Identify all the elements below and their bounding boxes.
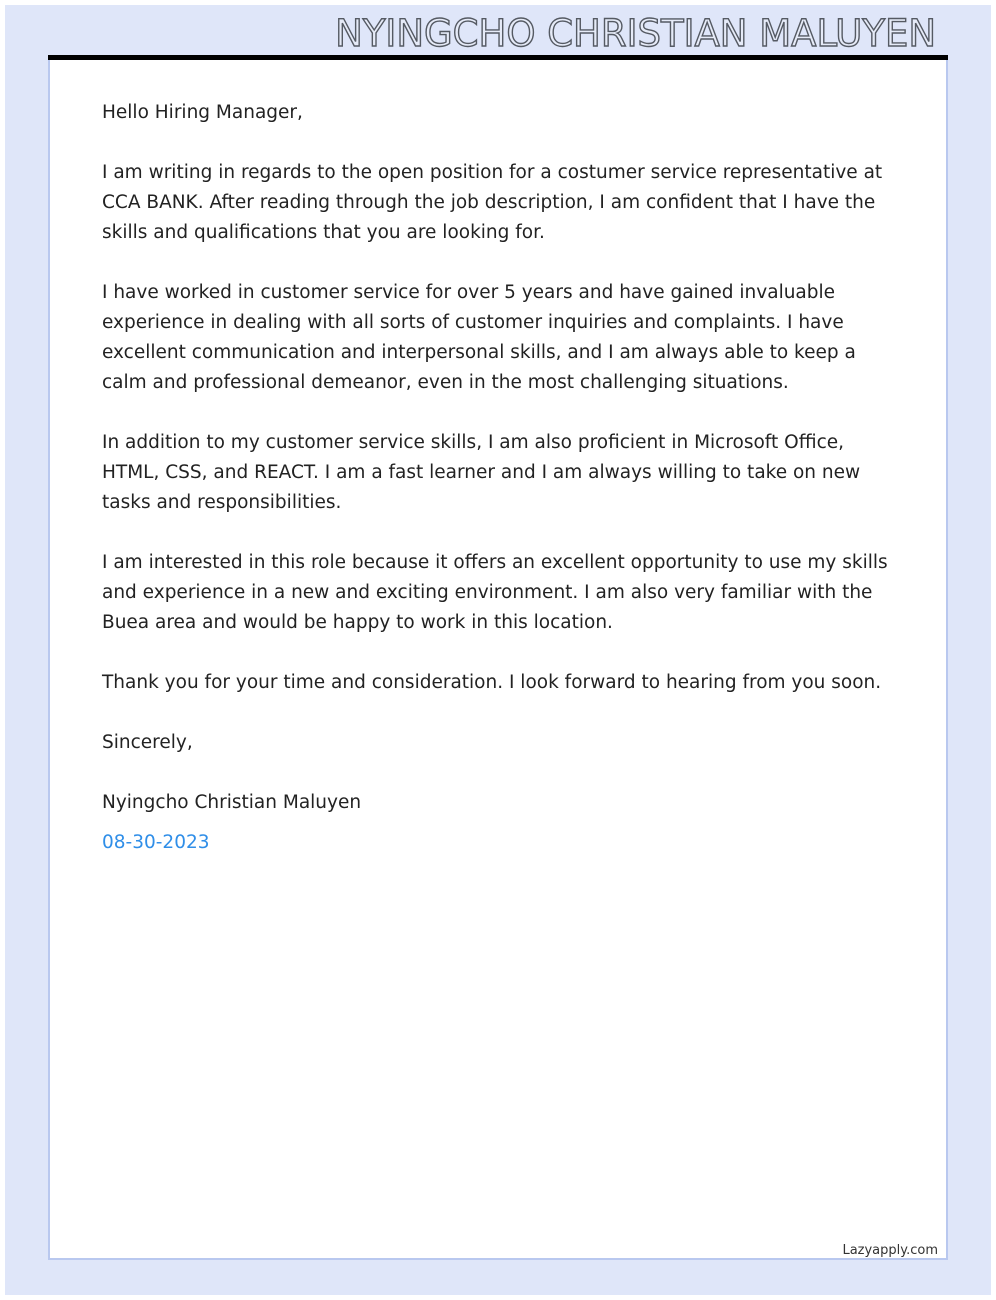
signature: Nyingcho Christian Maluyen <box>102 792 362 813</box>
letter-date: 08-30-2023 <box>102 832 210 853</box>
paragraph-1: I am writing in regards to the open position for a costumer service representative at CCA BANK. After reading through the job description, I am confident that I have the skills and qualifications that you are looking for. <box>102 162 883 243</box>
paragraph-2: I have worked in customer service for over 5 years and have gained invaluable experience in dealing with all sorts of customer inquiries and complaints. I have excellent communication and interpersonal skills, and I am always able to keep a calm and professional demeanor, even in the most challenging situations. <box>102 282 856 393</box>
paragraph-3: In addition to my customer service skills, I am also proficient in Microsoft Office, HTML, CSS, and REACT. I am a fast learner and I am always willing to take on new tasks and responsibilities. <box>102 432 861 513</box>
cover-letter-body <box>102 98 902 858</box>
greeting: Hello Hiring Manager, <box>102 102 303 123</box>
footer-brand: Lazyapply.com <box>842 1243 938 1258</box>
applicant-name-header: NYINGCHO CHRISTIAN MALUYEN <box>335 12 936 55</box>
letter-sheet <box>48 60 948 1260</box>
paragraph-4: I am interested in this role because it offers an excellent opportunity to use my skills and experience in a new and exciting environment. I am also very familiar with the Buea area and would be happy to work in this location. <box>102 552 888 633</box>
closing: Sincerely, <box>102 732 193 753</box>
paragraph-5: Thank you for your time and consideration. I look forward to hearing from you soon. <box>102 672 882 693</box>
